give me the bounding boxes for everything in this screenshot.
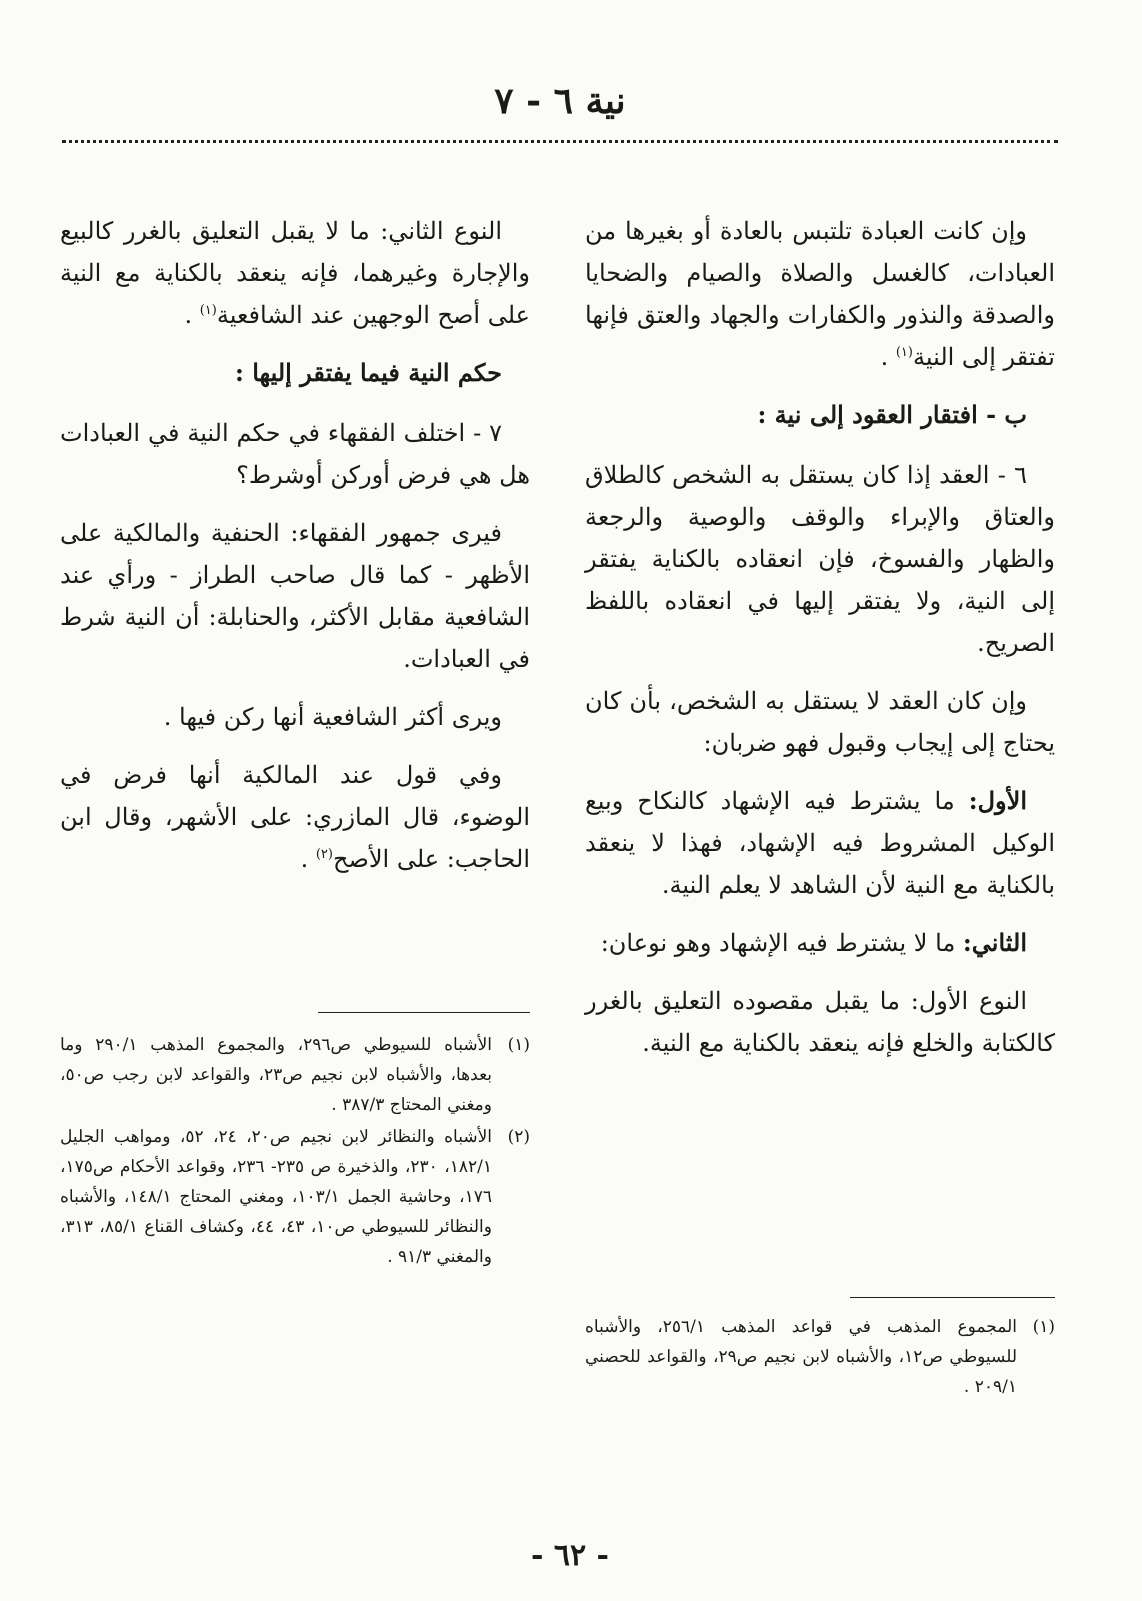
term-second: الثاني: bbox=[962, 928, 1027, 957]
footnote-text: الأشباه والنظائر لابن نجيم ص٢٠، ٢٤، ٥٢، ومواهب الجليل ١٨٢/١، ٢٣٠، والذخيرة ص ٢٣٥- ٢٣٦، وقواعد الأحكام ص١٧٥، ١٧٦، وحاشية الجمل ١٠٣/١، ومغني المحتاج ١٤٨/١، والأشباه والنظائر للسيوطي ص١٠، ٤٣، ٤٤، وكشاف القناع ٨٥/١، ٣١٣، والمغني ٩١/٣ . bbox=[60, 1127, 493, 1267]
paragraph bbox=[60, 754, 530, 880]
paragraph: ٧ - اختلف الفقهاء في حكم النية في العبادات هل هي فرض أوركن أوشرط؟ bbox=[60, 419, 530, 489]
footnote-ref[interactable]: (٢) bbox=[315, 847, 333, 862]
paragraph: ٦ - العقد إذا كان يستقل به الشخص كالطلاق والعتاق والإبراء والوقف والوصية والرجعة والظهار والفسوخ، فإن انعقاده بالكناية يفتقر إلى النية، ولا يفتقر إليها في انعقاده باللفظ الصريح. bbox=[585, 461, 1055, 657]
paragraph-text: وفي قول عند المالكية أنها فرض في الوضوء، قال المازري: على الأشهر، وقال ابن الحاجب: على الأصح bbox=[60, 761, 530, 873]
footnote-text: الأشباه للسيوطي ص٢٩٦، والمجموع المذهب ٢٩٠/١ وما بعدها، والأشباه لابن نجيم ص٢٣، والقواعد لابن رجب ص٥٠، ومغني المحتاج ٣٨٧/٣ . bbox=[60, 1035, 493, 1115]
paragraph: ويرى أكثر الشافعية أنها ركن فيها . bbox=[163, 703, 502, 731]
paragraph bbox=[585, 210, 1055, 378]
page-number: - ٦٢ - bbox=[530, 1538, 610, 1573]
paragraph-end: . bbox=[300, 845, 316, 873]
paragraph bbox=[585, 780, 1055, 906]
footnote-ref[interactable]: (١) bbox=[895, 345, 913, 360]
page-header: نية ٦ - ٧ bbox=[494, 80, 626, 122]
footnotes-right bbox=[585, 1312, 1055, 1404]
paragraph-text: ما لا يشترط فيه الإشهاد وهو نوعان: bbox=[600, 929, 963, 957]
header-divider bbox=[62, 140, 1058, 143]
paragraph-text: وإن كانت العبادة تلتبس بالعادة أو بغيرها من العبادات، كالغسل والصلاة والصيام والضحايا والصدقة والنذور والكفارات والجهاد والعتق فإنها تفتقر إلى النية bbox=[585, 217, 1055, 371]
footnotes-left bbox=[60, 1030, 530, 1274]
left-column bbox=[60, 210, 530, 896]
paragraph bbox=[60, 210, 530, 336]
paragraph-text: النوع الثاني: ما لا يقبل التعليق بالغرر كالبيع والإجارة وغيرهما، فإنه ينعقد بالكناية مع النية على أصح الوجهين عند الشافعية bbox=[60, 217, 530, 329]
paragraph-end: . bbox=[184, 301, 200, 329]
paragraph: النوع الأول: ما يقبل مقصوده التعليق بالغرر كالكتابة والخلع فإنه ينعقد بالكناية مع النية. bbox=[585, 987, 1055, 1057]
paragraph-end: . bbox=[880, 343, 896, 371]
footnote-number: (٢) bbox=[507, 1127, 531, 1147]
footnote-divider-right bbox=[850, 1297, 1055, 1298]
footnote bbox=[60, 1122, 530, 1272]
footnote-ref[interactable]: (١) bbox=[199, 303, 217, 318]
paragraph bbox=[585, 922, 1055, 964]
footnote-text: المجموع المذهب في قواعد المذهب ٢٥٦/١، والأشباه للسيوطي ص١٢، والأشباه لابن نجيم ص٢٩، والقواعد للحصني ٢٠٩/١ . bbox=[585, 1317, 1017, 1397]
footnote-number: (١) bbox=[507, 1035, 530, 1055]
section-heading: حكم النية فيما يفتقر إليها : bbox=[235, 358, 502, 387]
footnote bbox=[60, 1030, 530, 1120]
term-first: الأول: bbox=[968, 786, 1027, 815]
paragraph: وإن كان العقد لا يستقل به الشخص، بأن كان يحتاج إلى إيجاب وقبول فهو ضربان: bbox=[585, 687, 1055, 757]
right-column bbox=[585, 210, 1055, 1080]
paragraph-text: ما يشترط فيه الإشهاد كالنكاح وبيع الوكيل المشروط فيه الإشهاد، فهذا لا ينعقد بالكناية مع النية لأن الشاهد لا يعلم النية. bbox=[585, 787, 1055, 899]
footnote bbox=[585, 1312, 1055, 1402]
section-heading-b: ب - افتقار العقود إلى نية : bbox=[757, 400, 1027, 429]
footnote-number: (١) bbox=[1032, 1317, 1055, 1337]
paragraph: فيرى جمهور الفقهاء: الحنفية والمالكية على الأظهر - كما قال صاحب الطراز - ورأي عند الشافعية مقابل الأكثر، والحنابلة: أن النية شرط في العبادات. bbox=[60, 519, 530, 673]
footnote-divider-left bbox=[318, 1012, 530, 1013]
